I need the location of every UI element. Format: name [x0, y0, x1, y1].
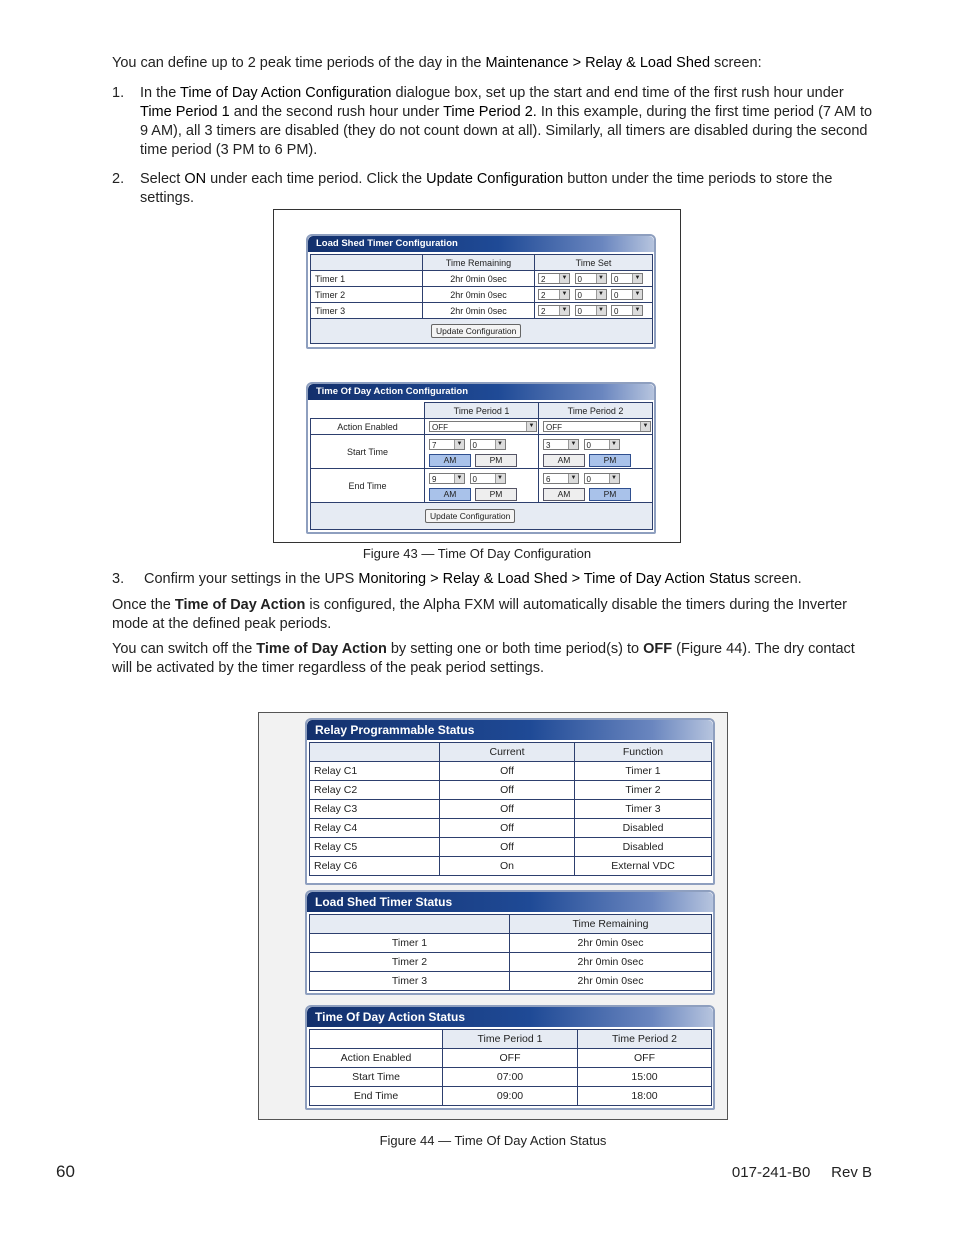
dropdown-arrow-icon: ▼ — [568, 474, 578, 483]
time-of-day-config-panel — [306, 382, 656, 534]
button-row — [311, 503, 653, 530]
select-value: 0 — [586, 475, 591, 485]
relay-current: Off — [440, 819, 575, 838]
update-configuration-button[interactable]: Update Configuration — [425, 509, 515, 523]
relay-name: Relay C5 — [310, 838, 440, 857]
dropdown-arrow-icon: ▼ — [609, 440, 619, 449]
select-value: 9 — [432, 475, 437, 485]
table-row — [310, 1068, 712, 1087]
minutes-select[interactable] — [575, 305, 607, 316]
end-pm-button[interactable]: PM — [475, 488, 517, 501]
select-value: 2 — [541, 291, 546, 301]
start-pm-button[interactable]: PM — [589, 454, 631, 467]
dropdown-arrow-icon: ▼ — [568, 440, 578, 449]
load-shed-timer-status-panel — [305, 890, 715, 995]
step-2-part: under each time period. Click the — [206, 171, 427, 187]
period-1-value: 09:00 — [443, 1087, 578, 1106]
paragraph-part: by setting one or both time period(s) to — [386, 641, 644, 657]
step-1-dialog-name: Time of Day Action Configuration — [180, 85, 392, 101]
start-am-button[interactable]: AM — [429, 454, 471, 467]
time-remaining: 2hr 0min 0sec — [510, 934, 712, 953]
dropdown-arrow-icon: ▼ — [632, 274, 642, 283]
table-row — [310, 1049, 712, 1068]
step-1-part: dialogue box, set up the start and end time of the first rush hour under — [391, 85, 844, 101]
paragraph-configured — [112, 596, 872, 634]
select-value: 0 — [472, 441, 477, 451]
row-label: Start Time — [310, 1068, 443, 1087]
table-row — [310, 972, 712, 991]
paragraph-bold-term: Time of Day Action — [174, 597, 306, 613]
timer-name: Timer 1 — [311, 271, 423, 287]
seconds-select[interactable] — [611, 305, 643, 316]
paragraph-part: (Figure 44). The dry contact will be activated by the timer regardless of the peak period settings. — [112, 641, 855, 676]
step-2-text — [140, 170, 875, 208]
relay-function: Timer 3 — [575, 800, 712, 819]
figure-43 — [273, 209, 681, 543]
end-time-period-1-cell — [425, 469, 539, 503]
step-1-period-1: Time Period 1 — [140, 104, 230, 120]
end-minute-select[interactable] — [584, 473, 620, 484]
header-time-remaining: Time Remaining — [423, 255, 535, 271]
select-value: 0 — [577, 291, 582, 301]
header-blank — [311, 403, 425, 419]
panel-title: Relay Programmable Status — [307, 720, 713, 740]
table-row — [311, 303, 653, 319]
step-1-period-2: Time Period 2. — [443, 104, 537, 120]
page-number: 60 — [56, 1162, 75, 1181]
dropdown-arrow-icon: ▼ — [526, 422, 536, 431]
dropdown-arrow-icon: ▼ — [596, 274, 606, 283]
table-header-row — [311, 255, 653, 271]
period-1-value: OFF — [443, 1049, 578, 1068]
time-of-day-status-panel — [305, 1005, 715, 1110]
dropdown-arrow-icon: ▼ — [632, 306, 642, 315]
step-2-number: 2. — [112, 171, 125, 187]
document-number: 017-241-B0 Rev B — [731, 1164, 872, 1181]
relay-current: On — [440, 857, 575, 876]
dropdown-arrow-icon: ▼ — [640, 422, 650, 431]
button-cell — [311, 503, 653, 530]
select-value: 0 — [577, 275, 582, 285]
start-am-button[interactable]: AM — [543, 454, 585, 467]
table-row — [310, 1087, 712, 1106]
select-value: 0 — [577, 307, 582, 317]
timer-name: Timer 3 — [310, 972, 510, 991]
action-enabled-cell — [425, 419, 539, 435]
paragraph-part: You can switch off the — [112, 641, 257, 657]
step-3-menu-path: Monitoring > Relay & Load Shed > Time of Day Action Status — [358, 571, 751, 587]
time-of-day-config-table — [310, 402, 653, 530]
table-row — [311, 469, 653, 503]
dropdown-arrow-icon: ▼ — [454, 474, 464, 483]
action-enabled-select-period-2[interactable] — [543, 421, 651, 432]
select-value: 0 — [472, 475, 477, 485]
seconds-select[interactable] — [611, 273, 643, 284]
table-row — [310, 781, 712, 800]
table-row — [310, 762, 712, 781]
step-3-part: screen. — [750, 571, 802, 587]
time-set-cell — [535, 303, 653, 319]
paragraph-part: is configured, the Alpha FXM will automatically disable the timers during the Inverter mode at the defined peak periods. — [112, 597, 847, 632]
button-row — [311, 319, 653, 344]
action-enabled-select-period-1[interactable] — [429, 421, 537, 432]
step-2-part: button under the time periods to store the settings. — [140, 171, 833, 206]
table-row — [310, 934, 712, 953]
step-3-number: 3. — [112, 571, 125, 587]
end-am-button[interactable]: AM — [429, 488, 471, 501]
table-header-row — [311, 403, 653, 419]
timer-name: Timer 3 — [311, 303, 423, 319]
header-time-remaining: Time Remaining — [510, 915, 712, 934]
figure-44-caption: Figure 44 — Time Of Day Action Status — [379, 1133, 607, 1148]
end-am-button[interactable]: AM — [543, 488, 585, 501]
dropdown-arrow-icon: ▼ — [559, 306, 569, 315]
time-remaining: 2hr 0min 0sec — [423, 287, 535, 303]
dropdown-arrow-icon: ▼ — [596, 306, 606, 315]
end-hour-select[interactable] — [543, 473, 579, 484]
step-1-part: In this example, during the first time period (7 AM to 9 AM), all 3 timers are disabled (they do not count down at all). Similarly, all timers are disabled during the second time period (3 PM to 6 PM). — [140, 104, 873, 158]
header-time-period-2: Time Period 2 — [578, 1030, 712, 1049]
panel-title: Time Of Day Action Status — [307, 1007, 713, 1027]
table-row — [311, 287, 653, 303]
relay-function: Timer 1 — [575, 762, 712, 781]
intro-menu-path: Maintenance > Relay & Load Shed — [485, 55, 711, 71]
time-set-cell — [535, 271, 653, 287]
timer-name: Timer 1 — [310, 934, 510, 953]
dropdown-arrow-icon: ▼ — [596, 290, 606, 299]
relay-function: Disabled — [575, 838, 712, 857]
table-row — [310, 800, 712, 819]
intro-text: You can define up to 2 peak time periods of the day in the — [112, 55, 486, 71]
select-value: 3 — [546, 441, 551, 451]
step-2-part: Select — [140, 171, 185, 187]
seconds-select[interactable] — [611, 289, 643, 300]
paragraph-bold-term: Time of Day Action — [256, 641, 387, 657]
step-3-text — [144, 570, 879, 589]
select-value: 0 — [614, 291, 619, 301]
panel-title: Time Of Day Action Configuration — [308, 384, 654, 400]
time-remaining: 2hr 0min 0sec — [510, 972, 712, 991]
dropdown-arrow-icon: ▼ — [559, 290, 569, 299]
select-value: 7 — [432, 441, 437, 451]
relay-current: Off — [440, 781, 575, 800]
time-of-day-status-table — [309, 1029, 712, 1106]
period-2-value: OFF — [578, 1049, 712, 1068]
load-shed-timer-config-panel — [306, 234, 656, 349]
header-time-period-1: Time Period 1 — [443, 1030, 578, 1049]
intro-text-end: screen: — [710, 55, 762, 71]
end-time-period-2-cell — [539, 469, 653, 503]
header-current: Current — [440, 743, 575, 762]
header-blank — [311, 255, 423, 271]
table-row — [310, 819, 712, 838]
row-label: Action Enabled — [310, 1049, 443, 1068]
start-time-period-2-cell — [539, 435, 653, 469]
start-hour-select[interactable] — [429, 439, 465, 450]
period-2-value: 18:00 — [578, 1087, 712, 1106]
dropdown-arrow-icon: ▼ — [454, 440, 464, 449]
table-header-row — [310, 915, 712, 934]
dropdown-arrow-icon: ▼ — [609, 474, 619, 483]
step-1-text — [140, 84, 875, 160]
load-shed-status-table — [309, 914, 712, 991]
dropdown-arrow-icon: ▼ — [495, 474, 505, 483]
relay-function: Timer 2 — [575, 781, 712, 800]
relay-current: Off — [440, 800, 575, 819]
timer-name: Timer 2 — [311, 287, 423, 303]
time-remaining: 2hr 0min 0sec — [423, 303, 535, 319]
period-1-value: 07:00 — [443, 1068, 578, 1087]
dropdown-arrow-icon: ▼ — [559, 274, 569, 283]
step-2-on: ON — [184, 171, 207, 187]
hours-select[interactable] — [538, 289, 570, 300]
step-1-number: 1. — [112, 85, 125, 101]
relay-name: Relay C6 — [310, 857, 440, 876]
figure-44 — [258, 712, 728, 1120]
hours-select[interactable] — [538, 305, 570, 316]
select-value: 2 — [541, 275, 546, 285]
step-1-part: and the second rush hour under — [229, 104, 444, 120]
select-value: 0 — [614, 307, 619, 317]
header-blank — [310, 743, 440, 762]
header-blank — [310, 915, 510, 934]
relay-programmable-status-panel — [305, 718, 715, 885]
start-minute-select[interactable] — [470, 439, 506, 450]
dropdown-arrow-icon: ▼ — [495, 440, 505, 449]
update-configuration-button[interactable]: Update Configuration — [431, 324, 521, 338]
minutes-select[interactable] — [575, 289, 607, 300]
timer-name: Timer 2 — [310, 953, 510, 972]
row-label-end-time: End Time — [311, 469, 425, 503]
select-value: OFF — [546, 423, 562, 433]
time-remaining: 2hr 0min 0sec — [423, 271, 535, 287]
relay-name: Relay C3 — [310, 800, 440, 819]
end-hour-select[interactable] — [429, 473, 465, 484]
header-time-set: Time Set — [535, 255, 653, 271]
relay-current: Off — [440, 762, 575, 781]
start-hour-select[interactable] — [543, 439, 579, 450]
time-remaining: 2hr 0min 0sec — [510, 953, 712, 972]
relay-function: External VDC — [575, 857, 712, 876]
step-1-part: In the — [140, 85, 181, 101]
table-row — [310, 953, 712, 972]
step-3-part: Confirm your settings in the UPS — [144, 571, 359, 587]
end-minute-select[interactable] — [470, 473, 506, 484]
paragraph-bold-off: OFF — [643, 641, 673, 657]
paragraph-switch-off — [112, 640, 872, 678]
select-value: 0 — [614, 275, 619, 285]
row-label: End Time — [310, 1087, 443, 1106]
time-set-cell — [535, 287, 653, 303]
button-cell — [311, 319, 653, 344]
table-header-row — [310, 1030, 712, 1049]
relay-status-table — [309, 742, 712, 876]
table-header-row — [310, 743, 712, 762]
row-label-start-time: Start Time — [311, 435, 425, 469]
header-blank — [310, 1030, 443, 1049]
intro-paragraph — [112, 54, 872, 73]
table-row — [310, 838, 712, 857]
select-value: OFF — [432, 423, 448, 433]
select-value: 0 — [586, 441, 591, 451]
relay-name: Relay C1 — [310, 762, 440, 781]
header-function: Function — [575, 743, 712, 762]
load-shed-config-table — [310, 254, 653, 344]
row-label-action-enabled: Action Enabled — [311, 419, 425, 435]
panel-title: Load Shed Timer Configuration — [308, 236, 654, 252]
relay-current: Off — [440, 838, 575, 857]
step-2-button-name: Update Configuration — [426, 171, 564, 187]
start-time-period-1-cell — [425, 435, 539, 469]
header-time-period-1: Time Period 1 — [425, 403, 539, 419]
start-minute-select[interactable] — [584, 439, 620, 450]
hours-select[interactable] — [538, 273, 570, 284]
select-value: 6 — [546, 475, 551, 485]
table-row — [310, 857, 712, 876]
minutes-select[interactable] — [575, 273, 607, 284]
header-time-period-2: Time Period 2 — [539, 403, 653, 419]
table-row — [311, 435, 653, 469]
select-value: 2 — [541, 307, 546, 317]
relay-name: Relay C4 — [310, 819, 440, 838]
action-enabled-cell — [539, 419, 653, 435]
figure-43-caption: Figure 43 — Time Of Day Configuration — [362, 546, 592, 561]
relay-name: Relay C2 — [310, 781, 440, 800]
table-row — [311, 419, 653, 435]
period-2-value: 15:00 — [578, 1068, 712, 1087]
start-pm-button[interactable]: PM — [475, 454, 517, 467]
panel-title: Load Shed Timer Status — [307, 892, 713, 912]
dropdown-arrow-icon: ▼ — [632, 290, 642, 299]
end-pm-button[interactable]: PM — [589, 488, 631, 501]
paragraph-part: Once the — [112, 597, 175, 613]
table-row — [311, 271, 653, 287]
relay-function: Disabled — [575, 819, 712, 838]
